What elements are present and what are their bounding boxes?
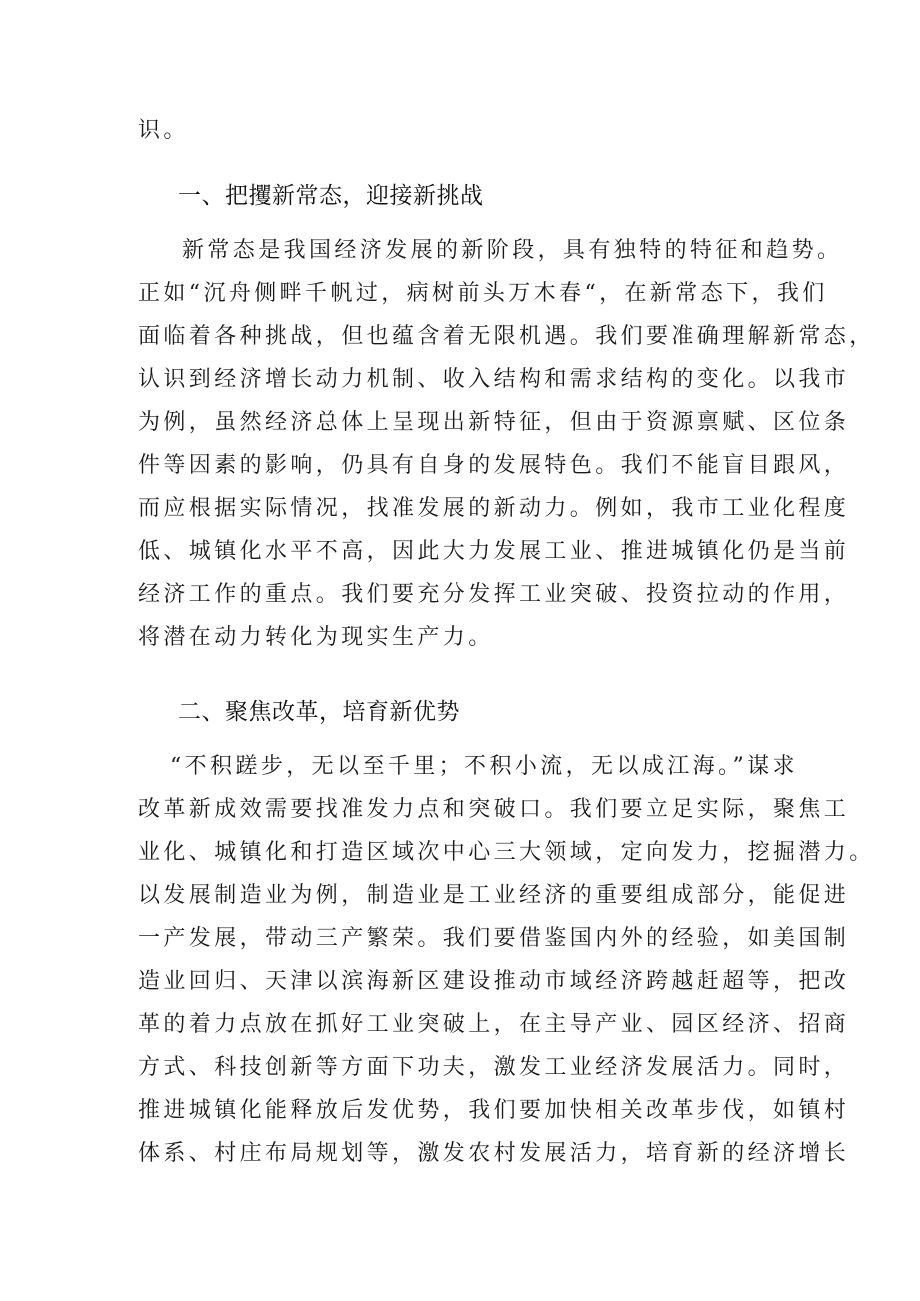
paragraph-line: 经济工作的重点。我们要充分发挥工业突破、投资拉动的作用， (138, 582, 850, 607)
section-heading-2: 二、聚焦改革，培育新优势 (178, 699, 460, 725)
paragraph-line: 为例，虽然经济总体上呈现出新特征，但由于资源禀赋、区位条 (138, 410, 850, 435)
paragraph-line: 体系、村庄布局规划等，激发农村发展活力，培育新的经济增长 (138, 1141, 850, 1166)
paragraph-line: 将潜在动力转化为现实生产力。 (138, 625, 494, 650)
paragraph-line: 推进城镇化能释放后发优势，我们要加快相关改革步伐，如镇村 (138, 1098, 850, 1123)
paragraph-line: 方式、科技创新等方面下功夫，激发工业经济发展活力。同时， (138, 1055, 850, 1080)
paragraph-line: “不积蹉步，无以至千里；不积小流，无以成江海。”谋求 (170, 754, 798, 779)
paragraph-line: 改革新成效需要找准发力点和突破口。我们要立足实际，聚焦工 (138, 797, 850, 822)
paragraph-line: 而应根据实际情况，找准发展的新动力。例如，我市工业化程度 (138, 496, 850, 521)
paragraph-line: 面临着各种挑战，但也蕴含着无限机遇。我们要准确理解新常态， (138, 324, 875, 349)
paragraph-line: 以发展制造业为例，制造业是工业经济的重要组成部分，能促进 (138, 883, 850, 908)
paragraph-line: 件等因素的影响，仍具有自身的发展特色。我们不能盲目跟风， (138, 453, 850, 478)
paragraph-line: 正如“沉舟侧畔千帆过，病树前头万木春“，在新常态下，我们 (138, 281, 828, 306)
paragraph-line: 业化、城镇化和打造区域次中心三大领域，定向发力，挖掘潜力。 (138, 840, 875, 865)
paragraph-line: 低、城镇化水平不高，因此大力发展工业、推进城镇化仍是当前 (138, 539, 850, 564)
paragraph-line: 造业回归、天津以滨海新区建设推动市域经济跨越赶超等，把改 (138, 969, 850, 994)
paragraph-line: 认识到经济增长动力机制、收入结构和需求结构的变化。以我市 (138, 367, 850, 392)
paragraph-line: 革的着力点放在抓好工业突破上，在主导产业、园区经济、招商 (138, 1012, 850, 1037)
paragraph-line: 识。 (138, 118, 189, 143)
paragraph-line: 一产发展，带动三产繁荣。我们要借鉴国内外的经验，如美国制 (138, 926, 850, 951)
paragraph-line: 新常态是我国经济发展的新阶段，具有独特的特征和趋势。 (182, 238, 843, 263)
section-heading-1: 一、把攫新常态，迎接新挑战 (178, 183, 484, 209)
